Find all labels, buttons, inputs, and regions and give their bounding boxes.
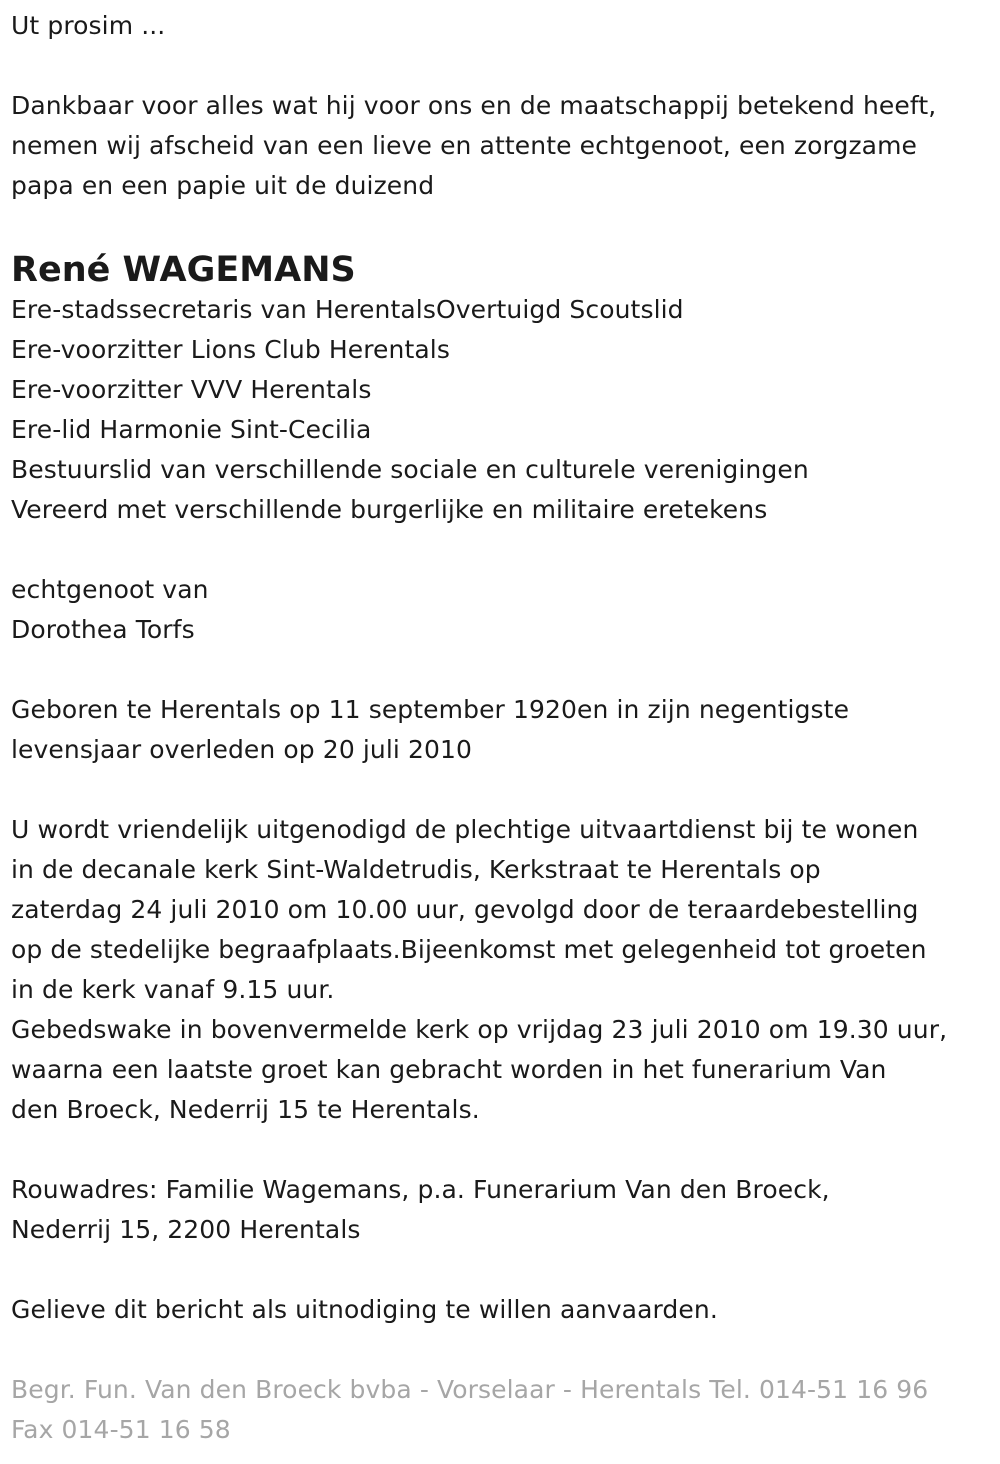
birth-death-line: levensjaar overleden op 20 juli 2010 [11, 735, 473, 764]
spacer [11, 206, 991, 246]
invitation-line: in de kerk vanaf 9.15 uur. [11, 975, 335, 1004]
spacer [11, 650, 991, 690]
titles-list [11, 290, 991, 530]
invitation-line: Gebedswake in bovenvermelde kerk op vrijdag 23 juli 2010 om 19.30 uur, [11, 1015, 948, 1044]
intro-paragraph [11, 86, 991, 206]
obituary-notice [11, 6, 991, 1450]
intro-line: Dankbaar voor alles wat hij voor ons en de maatschappij betekend heeft, [11, 91, 937, 120]
intro-line: nemen wij afscheid van een lieve en attente echtgenoot, een zorgzame [11, 131, 918, 160]
invitation-line: den Broeck, Nederrij 15 te Herentals. [11, 1095, 480, 1124]
spacer [11, 530, 991, 570]
spacer [11, 1130, 991, 1170]
title-item: Vereerd met verschillende burgerlijke en militaire eretekens [11, 495, 768, 524]
address-line: Rouwadres: Familie Wagemans, p.a. Funerarium Van den Broeck, [11, 1175, 830, 1204]
opening-motto: Ut prosim ... [11, 11, 166, 40]
birth-death-line: Geboren te Herentals op 11 september 1920en in zijn negentigste [11, 695, 850, 724]
spouse-name: Dorothea Torfs [11, 615, 195, 644]
mourning-address [11, 1170, 991, 1250]
birth-death-paragraph [11, 690, 991, 770]
invitation-line: U wordt vriendelijk uitgenodigd de plechtige uitvaartdienst bij te wonen [11, 815, 919, 844]
title-item: Ere-stadssecretaris van HerentalsOvertuigd Scoutslid [11, 295, 684, 324]
spacer [11, 1250, 991, 1290]
footer-line: Begr. Fun. Van den Broeck bvba - Vorselaar - Herentals Tel. 014-51 16 96 [11, 1375, 929, 1404]
invitation-line: zaterdag 24 juli 2010 om 10.00 uur, gevolgd door de teraardebestelling [11, 895, 919, 924]
spacer [11, 1330, 991, 1370]
spouse-block [11, 570, 991, 650]
invitation-line: waarna een laatste groet kan gebracht worden in het funerarium Van [11, 1055, 887, 1084]
invitation-paragraph [11, 810, 991, 1130]
deceased-name: René WAGEMANS [11, 250, 356, 290]
intro-line: papa en een papie uit de duizend [11, 171, 435, 200]
closing-line: Gelieve dit bericht als uitnodiging te willen aanvaarden. [11, 1295, 718, 1324]
spacer [11, 770, 991, 810]
footer-line: Fax 014-51 16 58 [11, 1415, 231, 1444]
title-item: Ere-voorzitter Lions Club Herentals [11, 335, 450, 364]
invitation-line: op de stedelijke begraafplaats.Bijeenkomst met gelegenheid tot groeten [11, 935, 927, 964]
spacer [11, 46, 991, 86]
invitation-line: in de decanale kerk Sint-Waldetrudis, Kerkstraat te Herentals op [11, 855, 821, 884]
spouse-label: echtgenoot van [11, 575, 209, 604]
title-item: Bestuurslid van verschillende sociale en culturele verenigingen [11, 455, 809, 484]
title-item: Ere-voorzitter VVV Herentals [11, 375, 372, 404]
address-line: Nederrij 15, 2200 Herentals [11, 1215, 361, 1244]
funeral-home-footer [11, 1370, 991, 1450]
title-item: Ere-lid Harmonie Sint-Cecilia [11, 415, 372, 444]
